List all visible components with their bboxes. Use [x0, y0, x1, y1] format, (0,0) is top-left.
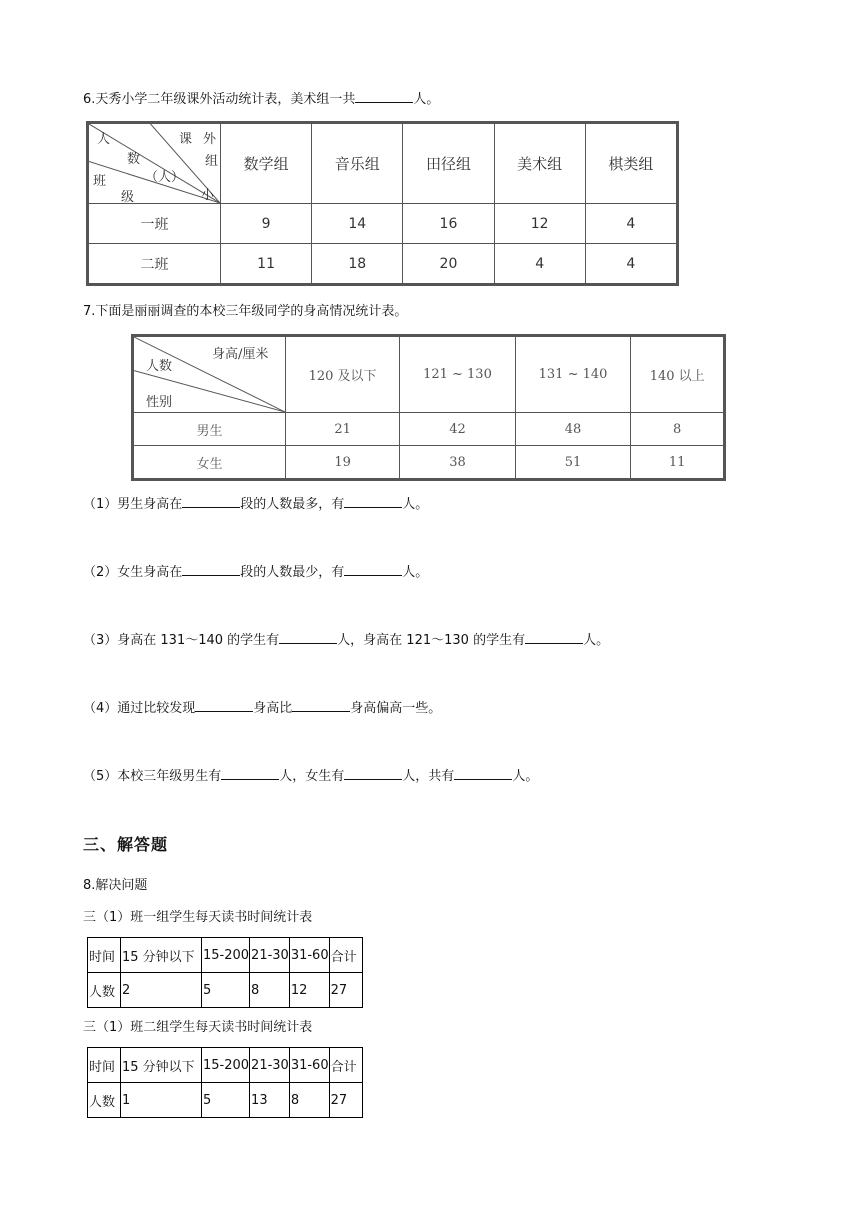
- q6-cell: 11: [221, 244, 312, 284]
- q8-t2-header: 15 分钟以下: [121, 1048, 202, 1083]
- q6-header: 数学组: [221, 124, 312, 204]
- q8-t2-header: 合计: [329, 1048, 362, 1083]
- table-row: [134, 446, 724, 479]
- q8-t1-cell: 12: [289, 973, 329, 1008]
- q7-sub1: [83, 495, 428, 514]
- table-row: [88, 1048, 363, 1083]
- q7-cell: 11: [631, 446, 724, 479]
- q8-t2-cell: 1: [121, 1083, 202, 1118]
- q7-cell: 21: [286, 413, 400, 446]
- q6-cell: 14: [312, 204, 403, 244]
- answer-blank[interactable]: [182, 563, 240, 576]
- q6-blank[interactable]: [355, 90, 413, 103]
- q8-t1-cell: 8: [250, 973, 290, 1008]
- q7-sub4-text-a: （4）通过比较发现: [83, 701, 196, 716]
- q8-t2-header: 31-60: [289, 1048, 329, 1083]
- q8-t1-cell: 27: [329, 973, 362, 1008]
- q8-t1-header: 31-60: [289, 938, 329, 973]
- answer-blank[interactable]: [221, 767, 279, 780]
- q7-height-table: [131, 334, 726, 481]
- q6-row-label: 二班: [89, 244, 221, 284]
- q6-corner-p1: 人: [97, 132, 111, 147]
- q8-t2-cell: 人数: [88, 1083, 121, 1118]
- q6-corner-s2: 级: [121, 190, 135, 205]
- q6-cell: 4: [494, 244, 585, 284]
- q6-activity-table: [86, 121, 679, 286]
- q8-t2-header: 时间: [88, 1048, 121, 1083]
- q7-sub5: [83, 767, 538, 786]
- q8-t1-cell: 2: [121, 973, 202, 1008]
- q7-cell: 19: [286, 446, 400, 479]
- q6-cell: 16: [403, 204, 494, 244]
- q8-t1-header: 21-30: [250, 938, 290, 973]
- answer-blank[interactable]: [292, 699, 350, 712]
- q8-t1-header: 15-200: [202, 938, 250, 973]
- answer-blank[interactable]: [344, 767, 402, 780]
- q6-cell: 9: [221, 204, 312, 244]
- q7-header: 121 ~ 130: [400, 337, 516, 413]
- q6-text: [83, 90, 439, 109]
- answer-blank[interactable]: [525, 631, 583, 644]
- q7-cell: 42: [400, 413, 516, 446]
- answer-blank[interactable]: [454, 767, 512, 780]
- q8-t2-cell: 5: [202, 1083, 250, 1118]
- q7-cell: 51: [515, 446, 631, 479]
- q7-sub2-text-c: 人。: [402, 565, 429, 580]
- q8-table1: [87, 937, 363, 1008]
- table-row: [134, 413, 724, 446]
- q8-t1-header: 15 分钟以下: [121, 938, 202, 973]
- q8-t1-header: 时间: [88, 938, 121, 973]
- q7-header: 140 以上: [631, 337, 724, 413]
- q8-t2-cell: 27: [329, 1083, 362, 1118]
- q7-header: 131 ~ 140: [515, 337, 631, 413]
- answer-blank[interactable]: [279, 631, 337, 644]
- q7-sub1-text-b: 段的人数最多，有: [240, 497, 345, 512]
- q8-t1-cell: 5: [202, 973, 250, 1008]
- q6-prefix: 6.天秀小学二年级课外活动统计表，美术组一共: [83, 92, 356, 107]
- q7-sub3-text-a: （3）身高在 131～140 的学生有: [83, 633, 280, 648]
- q8-t2-cell: 13: [250, 1083, 290, 1118]
- table-row: [89, 204, 677, 244]
- table-row: [89, 244, 677, 284]
- answer-blank[interactable]: [182, 495, 240, 508]
- q7-sub5-text-a: （5）本校三年级男生有: [83, 769, 222, 784]
- q8-t2-header: 21-30: [250, 1048, 290, 1083]
- q6-corner-t2: 外: [203, 132, 217, 147]
- q8-table2-title: 三（1）班二组学生每天读书时间统计表: [83, 1020, 313, 1035]
- q6-header: 田径组: [403, 124, 494, 204]
- table-row: [88, 938, 363, 973]
- q6-header: 美术组: [494, 124, 585, 204]
- q7-cell: 38: [400, 446, 516, 479]
- answer-blank[interactable]: [344, 495, 402, 508]
- q7-sub3-text-b: 人，身高在 121～130 的学生有: [337, 633, 526, 648]
- q7-corner-b: 人数: [146, 359, 173, 374]
- q8-table1-title: 三（1）班一组学生每天读书时间统计表: [83, 910, 313, 925]
- q6-corner-t4: 小: [201, 188, 215, 203]
- q7-sub5-text-c: 人，共有: [402, 769, 455, 784]
- q7-title: 7.下面是丽丽调查的本校三年级同学的身高情况统计表。: [83, 304, 408, 319]
- q6-corner-t3: 组: [205, 154, 219, 169]
- q7-sub5-text-b: 人，女生有: [279, 769, 345, 784]
- q7-sub3: [83, 631, 609, 650]
- q6-cell: 18: [312, 244, 403, 284]
- q6-corner-p3: （人）: [145, 170, 185, 185]
- q6-cell: 4: [585, 204, 676, 244]
- q7-sub2: [83, 563, 428, 582]
- q7-sub4-text-b: 身高比: [253, 701, 293, 716]
- table-row: [88, 1083, 363, 1118]
- q6-suffix: 人。: [413, 92, 440, 107]
- q6-header: 音乐组: [312, 124, 403, 204]
- q7-sub2-text-a: （2）女生身高在: [83, 565, 183, 580]
- q7-sub3-text-c: 人。: [583, 633, 610, 648]
- q7-corner-a: 身高/厘米: [212, 347, 269, 362]
- q6-corner-p2: 数: [127, 152, 141, 167]
- q7-corner-c: 性别: [146, 395, 173, 410]
- q6-header: 棋类组: [585, 124, 676, 204]
- q6-corner-cell: [89, 124, 221, 204]
- q7-sub1-text-a: （1）男生身高在: [83, 497, 183, 512]
- q7-header: 120 及以下: [286, 337, 400, 413]
- q6-cell: 20: [403, 244, 494, 284]
- table-row: [88, 973, 363, 1008]
- q7-corner-cell: [134, 337, 286, 413]
- q6-row-label: 一班: [89, 204, 221, 244]
- q7-cell: 48: [515, 413, 631, 446]
- q6-cell: 4: [585, 244, 676, 284]
- q8-t1-header: 合计: [329, 938, 362, 973]
- q8-t2-header: 15-200: [202, 1048, 250, 1083]
- q6-corner-t1: 课: [179, 132, 193, 147]
- answer-blank[interactable]: [344, 563, 402, 576]
- q7-cell: 8: [631, 413, 724, 446]
- q7-row-label: 女生: [134, 446, 286, 479]
- q8-t2-cell: 8: [289, 1083, 329, 1118]
- q8-table2: [87, 1047, 363, 1118]
- section-heading: 三、解答题: [83, 835, 169, 854]
- q7-sub4-text-c: 身高偏高一些。: [350, 701, 442, 716]
- q8-title: 8.解决问题: [83, 878, 148, 893]
- answer-blank[interactable]: [195, 699, 253, 712]
- q7-sub5-text-d: 人。: [512, 769, 539, 784]
- q7-sub2-text-b: 段的人数最少，有: [240, 565, 345, 580]
- q6-cell: 12: [494, 204, 585, 244]
- q7-sub1-text-c: 人。: [402, 497, 429, 512]
- q7-sub4: [83, 699, 441, 718]
- q8-t1-cell: 人数: [88, 973, 121, 1008]
- q7-row-label: 男生: [134, 413, 286, 446]
- q6-corner-s1: 班: [93, 174, 107, 189]
